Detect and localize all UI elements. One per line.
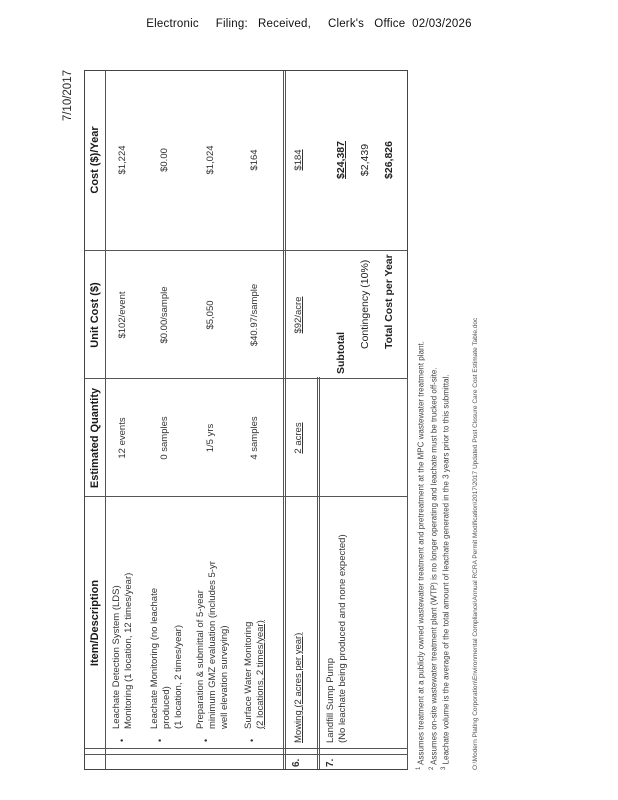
- row6-description: Mowing (2 acres per year): [293, 632, 304, 743]
- contingency-label: Contingency (10%): [359, 259, 371, 349]
- row3-cost: $1,024: [205, 145, 216, 175]
- footnote-3: $^3$ Leachate volume is the average of the total amount of leachate generated in the 3 years prior to this submittal.: [441, 374, 451, 770]
- total-label: Total Cost per Year: [383, 254, 395, 349]
- row1-quantity: 12 events: [117, 417, 128, 459]
- row2-description: Leachate Monitoring (no leachate produced) (1 location, 2 times/year): [149, 587, 184, 729]
- row4-unit-cost: $40.97/sample: [249, 283, 260, 347]
- subtotal-label: Subtotal: [335, 332, 347, 374]
- row7-number: 7.: [325, 758, 336, 767]
- header-cost-per-year: Cost ($)/Year: [89, 126, 101, 194]
- row6-number: 6.: [291, 758, 302, 767]
- row6-cost: $184: [293, 149, 304, 171]
- row3-quantity: 1/5 yrs: [205, 423, 216, 453]
- document-date: 7/10/2017: [62, 70, 74, 122]
- row4-quantity: 4 samples: [249, 416, 260, 460]
- rotated-page: [62, 70, 592, 770]
- filing-header: Electronic Filing: Received, Clerk's Office 02/03/2026: [146, 18, 472, 30]
- row2-unit-cost: $0.00/sample: [159, 286, 170, 344]
- row2-cost: $0.00: [159, 148, 170, 172]
- row3-description: Preparation & submittal of 5-year minimum GMZ evaluation (includes 5-yr well elevation surveying): [195, 561, 230, 729]
- row6-quantity: 2 acres: [293, 422, 304, 454]
- footnotes: [414, 70, 452, 770]
- bullet-icon: •: [247, 738, 257, 742]
- row4-description: Surface Water Monitoring (2 locations, 2 times/year): [243, 620, 266, 729]
- header-item-description: Item/Description: [89, 579, 101, 667]
- row1-unit-cost: $102/event: [117, 291, 128, 339]
- bullet-icon: •: [201, 738, 211, 742]
- cost-estimate-table: [84, 70, 408, 770]
- footnote-2: $^2$ Assumes on-site wastewater treatment plant (WTP) is no longer operating and leachate must be trucked off-site.: [428, 367, 439, 770]
- footnote-1: $^1$ Assumes treatment at a publicly owned wastewater treatment and pretreatment at the MPC wastewater treatment plant.: [416, 341, 426, 770]
- row3-unit-cost: $5,050: [205, 300, 216, 330]
- subtotal-value: $24,387: [335, 141, 347, 179]
- bullet-icon: •: [155, 738, 165, 742]
- row4-cost: $164: [249, 149, 260, 171]
- contingency-value: $2,439: [359, 143, 371, 177]
- total-value: $26,826: [383, 141, 395, 179]
- row1-cost: $1,224: [117, 145, 128, 175]
- file-path: O:\Modern Plating Corporation\Environmental Compliance\Annual RCRA Permit Modification\2017\2017 Updated Post Closure Care Cost Estimate Table.doc: [472, 317, 479, 770]
- header-unit-cost: Unit Cost ($): [89, 282, 101, 348]
- row7-description: Landfill Sump Pump (No leachate being produced and none expected): [325, 534, 348, 743]
- row6-unit-cost: $92/acre: [293, 296, 304, 334]
- bullet-icon: •: [117, 738, 127, 742]
- row2-quantity: 0 samples: [159, 416, 170, 460]
- row1-description: Leachate Detection System (LDS) Monitoring (1 location, 12 times/year): [111, 572, 134, 729]
- header-estimated-quantity: Estimated Quantity: [89, 387, 101, 489]
